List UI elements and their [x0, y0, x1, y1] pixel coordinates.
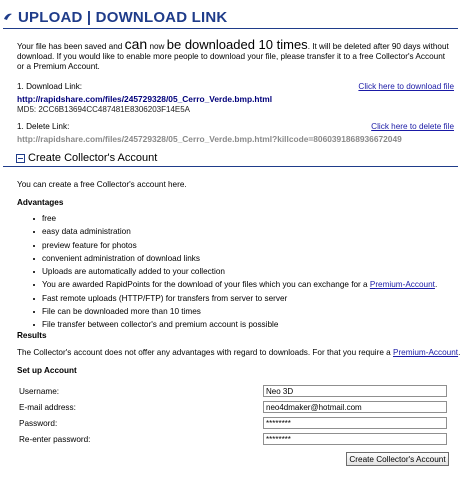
collector-section-header [3, 152, 458, 167]
list-item-period: . [434, 280, 438, 290]
list-item [33, 278, 437, 291]
list-item-text: Uploads are automatically added to your collection [42, 267, 225, 277]
download-link-label: 1. Download Link: [17, 82, 83, 91]
password-input[interactable] [263, 417, 447, 429]
delete-link-block [17, 122, 454, 144]
password-label: Password: [19, 419, 58, 428]
username-label: Username: [19, 387, 60, 396]
advantages-list [33, 212, 437, 332]
setup-heading: Set up Account [17, 366, 77, 375]
intro-part-5: . It will be deleted after 90 days without download. If you would like to enable more people to download your file, please transfer it to a free Collector's Account or a Premium Account. [17, 42, 449, 71]
list-item [33, 305, 437, 318]
page-title: UPLOAD | DOWNLOAD LINK [18, 9, 228, 26]
upload-intro-text [17, 36, 451, 72]
username-input[interactable] [263, 385, 447, 397]
list-item [33, 225, 437, 238]
list-item [33, 252, 437, 265]
results-text: The Collector's account does not offer any advantages with regard to downloads. For that you require a [17, 348, 393, 357]
list-item-text: free [42, 214, 57, 223]
list-item-text: convenient administration of download links [42, 253, 200, 263]
username-row [19, 385, 449, 399]
list-item-text: You are awarded RapidPoints for the download of your files which you can exchange for a [42, 280, 370, 290]
premium-account-link[interactable]: Premium-Account [369, 280, 435, 290]
header [3, 8, 458, 29]
collector-section-title: Create Collector's Account [28, 152, 158, 164]
list-item [33, 265, 437, 278]
email-input[interactable] [263, 401, 447, 413]
results-heading: Results [17, 331, 47, 340]
list-item [33, 239, 437, 252]
intro-part-1: Your file has been saved and [17, 42, 125, 51]
password-row [19, 417, 449, 431]
delete-file-link[interactable]: Click here to delete file [371, 122, 454, 131]
delete-url[interactable]: http://rapidshare.com/files/245729328/05_Cerro_Verde.bmp.html?killcode=8060391868936672049 [17, 134, 402, 144]
results-period: . [458, 348, 461, 357]
email-label: E-mail address: [19, 403, 76, 412]
md5-hash: MD5: 2CC6B13694CC487481E8306203F14E5A [17, 105, 191, 114]
list-item-text: preview feature for photos [42, 240, 137, 250]
intro-part-3: now [147, 42, 167, 51]
advantages-heading: Advantages [17, 198, 64, 207]
delete-link-label: 1. Delete Link: [17, 122, 70, 131]
reenter-password-label: Re-enter password: [19, 435, 91, 444]
list-item-text: easy data administration [42, 227, 131, 237]
results-text-row [17, 348, 460, 357]
rapidshare-logo-icon [3, 12, 13, 22]
list-item [33, 212, 437, 225]
intro-part-4: be downloaded 10 times [166, 37, 308, 52]
list-item-text: Fast remote uploads (HTTP/FTP) for transfers from server to server [42, 293, 288, 303]
email-row [19, 401, 449, 415]
reenter-password-row [19, 433, 449, 447]
intro-part-2: can [124, 36, 148, 52]
list-item-text: File transfer between collector's and premium account is possible [42, 320, 279, 330]
list-item [33, 318, 437, 331]
collapse-toggle-icon[interactable] [16, 154, 25, 163]
reenter-password-input[interactable] [263, 433, 447, 445]
download-link-block [17, 82, 454, 114]
list-item [33, 292, 437, 305]
results-premium-link[interactable]: Premium-Account [392, 348, 459, 357]
download-file-link[interactable]: Click here to download file [358, 82, 454, 91]
collector-intro: You can create a free Collector's account here. [17, 180, 187, 189]
create-collector-account-button[interactable]: Create Collector's Account [346, 452, 449, 466]
download-url[interactable]: http://rapidshare.com/files/245729328/05_Cerro_Verde.bmp.html [17, 94, 273, 104]
list-item-text: File can be downloaded more than 10 times [42, 307, 201, 317]
